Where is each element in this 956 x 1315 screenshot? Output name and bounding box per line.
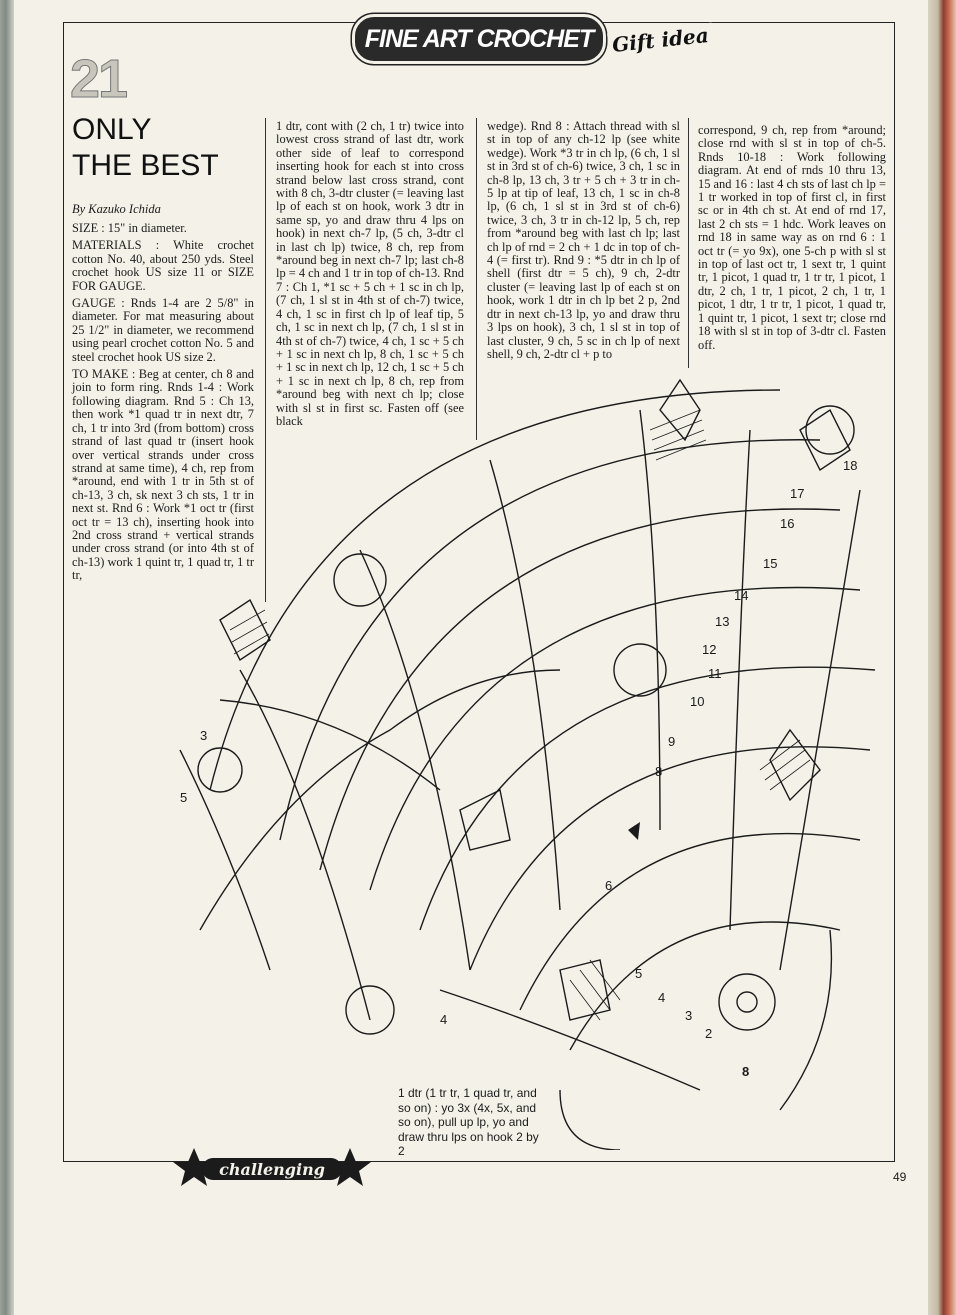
round-label: 18 xyxy=(843,458,858,473)
mesh-curve xyxy=(780,930,831,1110)
round-arc xyxy=(280,440,820,840)
mesh-curve xyxy=(440,990,700,1090)
flower-motif xyxy=(806,406,854,454)
side-mark: 3 xyxy=(200,728,208,743)
gift-idea-tag: Gift idea xyxy=(607,23,714,58)
round-arc xyxy=(520,834,860,1010)
section-banner xyxy=(352,14,606,64)
pattern-number: 21 xyxy=(70,49,127,109)
title-line-2: THE BEST xyxy=(72,149,219,182)
leaf-motif xyxy=(660,380,700,440)
instructions-paragraph: 1 dtr, cont with (2 ch, 1 tr) twice into lowest cross strand of last dtr, work other side of leaf to correspond inserting hook for each st into cross strand below last cross strand, cont with 8 ch, 3-dtr cluster (= leaving last lp of each st on hook, work 3 dtr in same sp, yo and draw thru 4 lps on hook) in next ch-7 lp, (5 ch, 3-dtr cl in last ch lp) twice, 8 ch, rep from *around beg in next ch-7 lp; last ch-8 lp = 4 ch and 1 tr in top of ch-13. Rnd 7 : Ch 1, *1 sc + 5 ch + 1 sc in ch lp, (7 ch, 1 sl st in 4th st of ch-7) twice, 4 ch, 1 sc in first ch lp of leaf tip, 5 ch, 1 sc in next ch lp, (7 ch, 1 sl st in 4th st of ch-7) twice, 4 ch, 1 sc + 5 ch + 1 sc in next ch lp, 8 ch, 1 sc + 5 ch + 1 sc in next ch lp, 12 ch, 1 sc + 5 ch + 1 sc in next ch lp, 8 ch, rep from *around beg with next ch lp; close with sl st in first sc. Fasten off (see black xyxy=(276,119,465,428)
round-label: 8 xyxy=(655,764,663,779)
center-ring-inner xyxy=(737,992,757,1012)
author-byline: By Kazuko Ichida xyxy=(72,202,161,216)
instructions-paragraph: wedge). Rnd 8 : Attach thread with sl st in top of any ch-12 lp (see white wedge). Work *3 tr in ch lp, (6 ch, 1 sl st in 3rd st of ch-6) twice, 3 ch, 1 sc in ch-8 lp, 13 ch, 3 tr + 5 ch + 3 tr in ch-5 lp at tip of leaf, 13 ch, 1 sc in ch-8 lp, (6 ch, 1 sl st in 3rd st of ch-6) twice, 3 ch, 3 tr in ch-12 lp, 5 ch, rep from *around beg with last ch lp; last ch lp of rnd = 2 ch + 1 dc in top of ch-4 (= first tr). Rnd 9 : *5 dtr in ch lp of shell (first dtr = 5 ch), 9 ch, 2-dtr cluster (= leaving last lp of each st on hook, work 1 dtr in ch lp bet 2 p, 2nd dtr in next ch-13 lp, yo and draw thru 3 lps on hook), 3 ch, 1 sl st in top of last cluster, 9 ch, 5 sc in ch lp of next shell, 9 ch, 2-dtr cl + p to xyxy=(487,119,680,361)
center-ring xyxy=(719,974,775,1030)
text-column-3 xyxy=(487,120,680,365)
pattern-title xyxy=(72,112,219,184)
stitch-legend: 1 dtr (1 tr tr, 1 quad tr, and so on) : yo 3x (4x, 5x, and so on), pull up lp, yo and draw thru lps on hook 2 by 2 xyxy=(398,1086,539,1158)
round-label: 10 xyxy=(690,694,705,709)
round-label: 16 xyxy=(780,516,795,531)
mesh-curve xyxy=(220,700,440,790)
crochet-chart-diagram xyxy=(140,370,880,1150)
leaf-hatch xyxy=(230,610,269,654)
round-label: 13 xyxy=(715,614,730,629)
flower-motif xyxy=(334,554,386,606)
mesh-curve xyxy=(780,490,860,970)
round-label: 9 xyxy=(668,734,676,749)
gauge-paragraph: GAUGE : Rnds 1-4 are 2 5/8" in diameter. For mat measuring about 25 1/2" in diameter, we recommend using pearl crochet cotton No. 5 and steel crochet hook US size 2. xyxy=(72,296,254,364)
mesh-curve xyxy=(360,550,470,970)
center-ring-label: 8 xyxy=(742,1064,750,1079)
round-label: 14 xyxy=(734,588,749,603)
mesh-curve xyxy=(730,430,750,930)
round-label: 2 xyxy=(705,1026,713,1041)
flower-motif xyxy=(346,986,394,1034)
page-left-edge xyxy=(0,0,14,1315)
instructions-paragraph: correspond, 9 ch, rep from *around; close rnd with sl st in top of ch-5. Rnds 10-18 : Work following diagram. At end of rnds 10 thru 13, 15 and 16 : last 4 ch sts of last ch lp = 1 tr worked in top of first cl, in first sc or in 4th ch st. At end of rnd 17, last 2 ch sts = 1 hdc. Work leaves on rnd 18 in same way as on rnd 6 : 1 oct tr (= yo 9x), one 5-ch p with sl st in top of last oct tr, 1 sext tr, 1 quint tr, 1 picot, 1 quad tr, 1 tr tr, 1 picot, 1 dtr, 2 ch, 1 tr, 1 picot, 2 ch, 1 tr, 1 picot, 1 dtr, 1 tr tr, 1 picot, 1 quad tr, 1 quint tr, 1 picot, 1 sext tr; close rnd 18 with sl st in top of 3-dtr cl. Fasten off. xyxy=(698,123,886,352)
difficulty-badge xyxy=(172,1146,372,1190)
text-column-4 xyxy=(698,124,886,356)
round-label: 3 xyxy=(685,1008,693,1023)
round-label: 4 xyxy=(658,990,666,1005)
round-label: 6 xyxy=(605,878,613,893)
round-label: 12 xyxy=(702,642,717,657)
mesh-curve xyxy=(560,1090,620,1150)
to-make-paragraph: TO MAKE : Beg at center, ch 8 and join to form ring. Rnds 1-4 : Work following diagram. Rnd 5 : Ch 13, then work *1 quad tr in next dtr, 7 ch, 1 tr into 3rd (from bottom) cross strand of last quad tr (insert hook over vertical strands under cross strand at same time), 4 ch, rep from *around, end with 1 tr in 5th st of ch-13, 3 ch, sk next 3 ch sts, 1 tr in next st. Rnd 6 : Work *1 oct tr (first oct tr = 13 ch), inserting hook into 2nd cross strand + vertical strands under cross strand (or into 4th st of ch-13) work 1 quint tr, 1 quad tr, 1 tr tr, xyxy=(72,367,254,583)
side-mark: 5 xyxy=(180,790,188,805)
mesh-curve xyxy=(200,670,560,930)
title-line-1: ONLY xyxy=(72,113,152,146)
round-arc xyxy=(370,588,860,891)
page-spine-edge xyxy=(928,0,956,1315)
mesh-curve xyxy=(180,750,270,970)
page-number: 49 xyxy=(893,1170,907,1184)
leaf-motif xyxy=(560,960,610,1020)
leaf-motif xyxy=(770,730,820,800)
round-label: 11 xyxy=(708,666,722,681)
size-paragraph: SIZE : 15" in diameter. xyxy=(72,221,187,235)
banner-text: FINE ART CROCHET xyxy=(364,25,594,53)
mesh-curve xyxy=(240,670,370,1020)
round-arc xyxy=(420,667,875,930)
round-label: 15 xyxy=(763,556,778,571)
round-label: 17 xyxy=(790,486,805,501)
difficulty-label: challenging xyxy=(219,1160,325,1179)
side-mark: 4 xyxy=(440,1012,448,1027)
column-divider-3 xyxy=(688,118,689,368)
round-arc xyxy=(210,390,780,790)
leaf-motif xyxy=(460,790,510,850)
black-wedge-marker xyxy=(628,822,640,840)
round-label: 5 xyxy=(635,966,643,981)
materials-paragraph: MATERIALS : White crochet cotton No. 40, about 250 yds. Steel crochet hook US size 11 or SIZE FOR GAUGE. xyxy=(72,238,254,293)
